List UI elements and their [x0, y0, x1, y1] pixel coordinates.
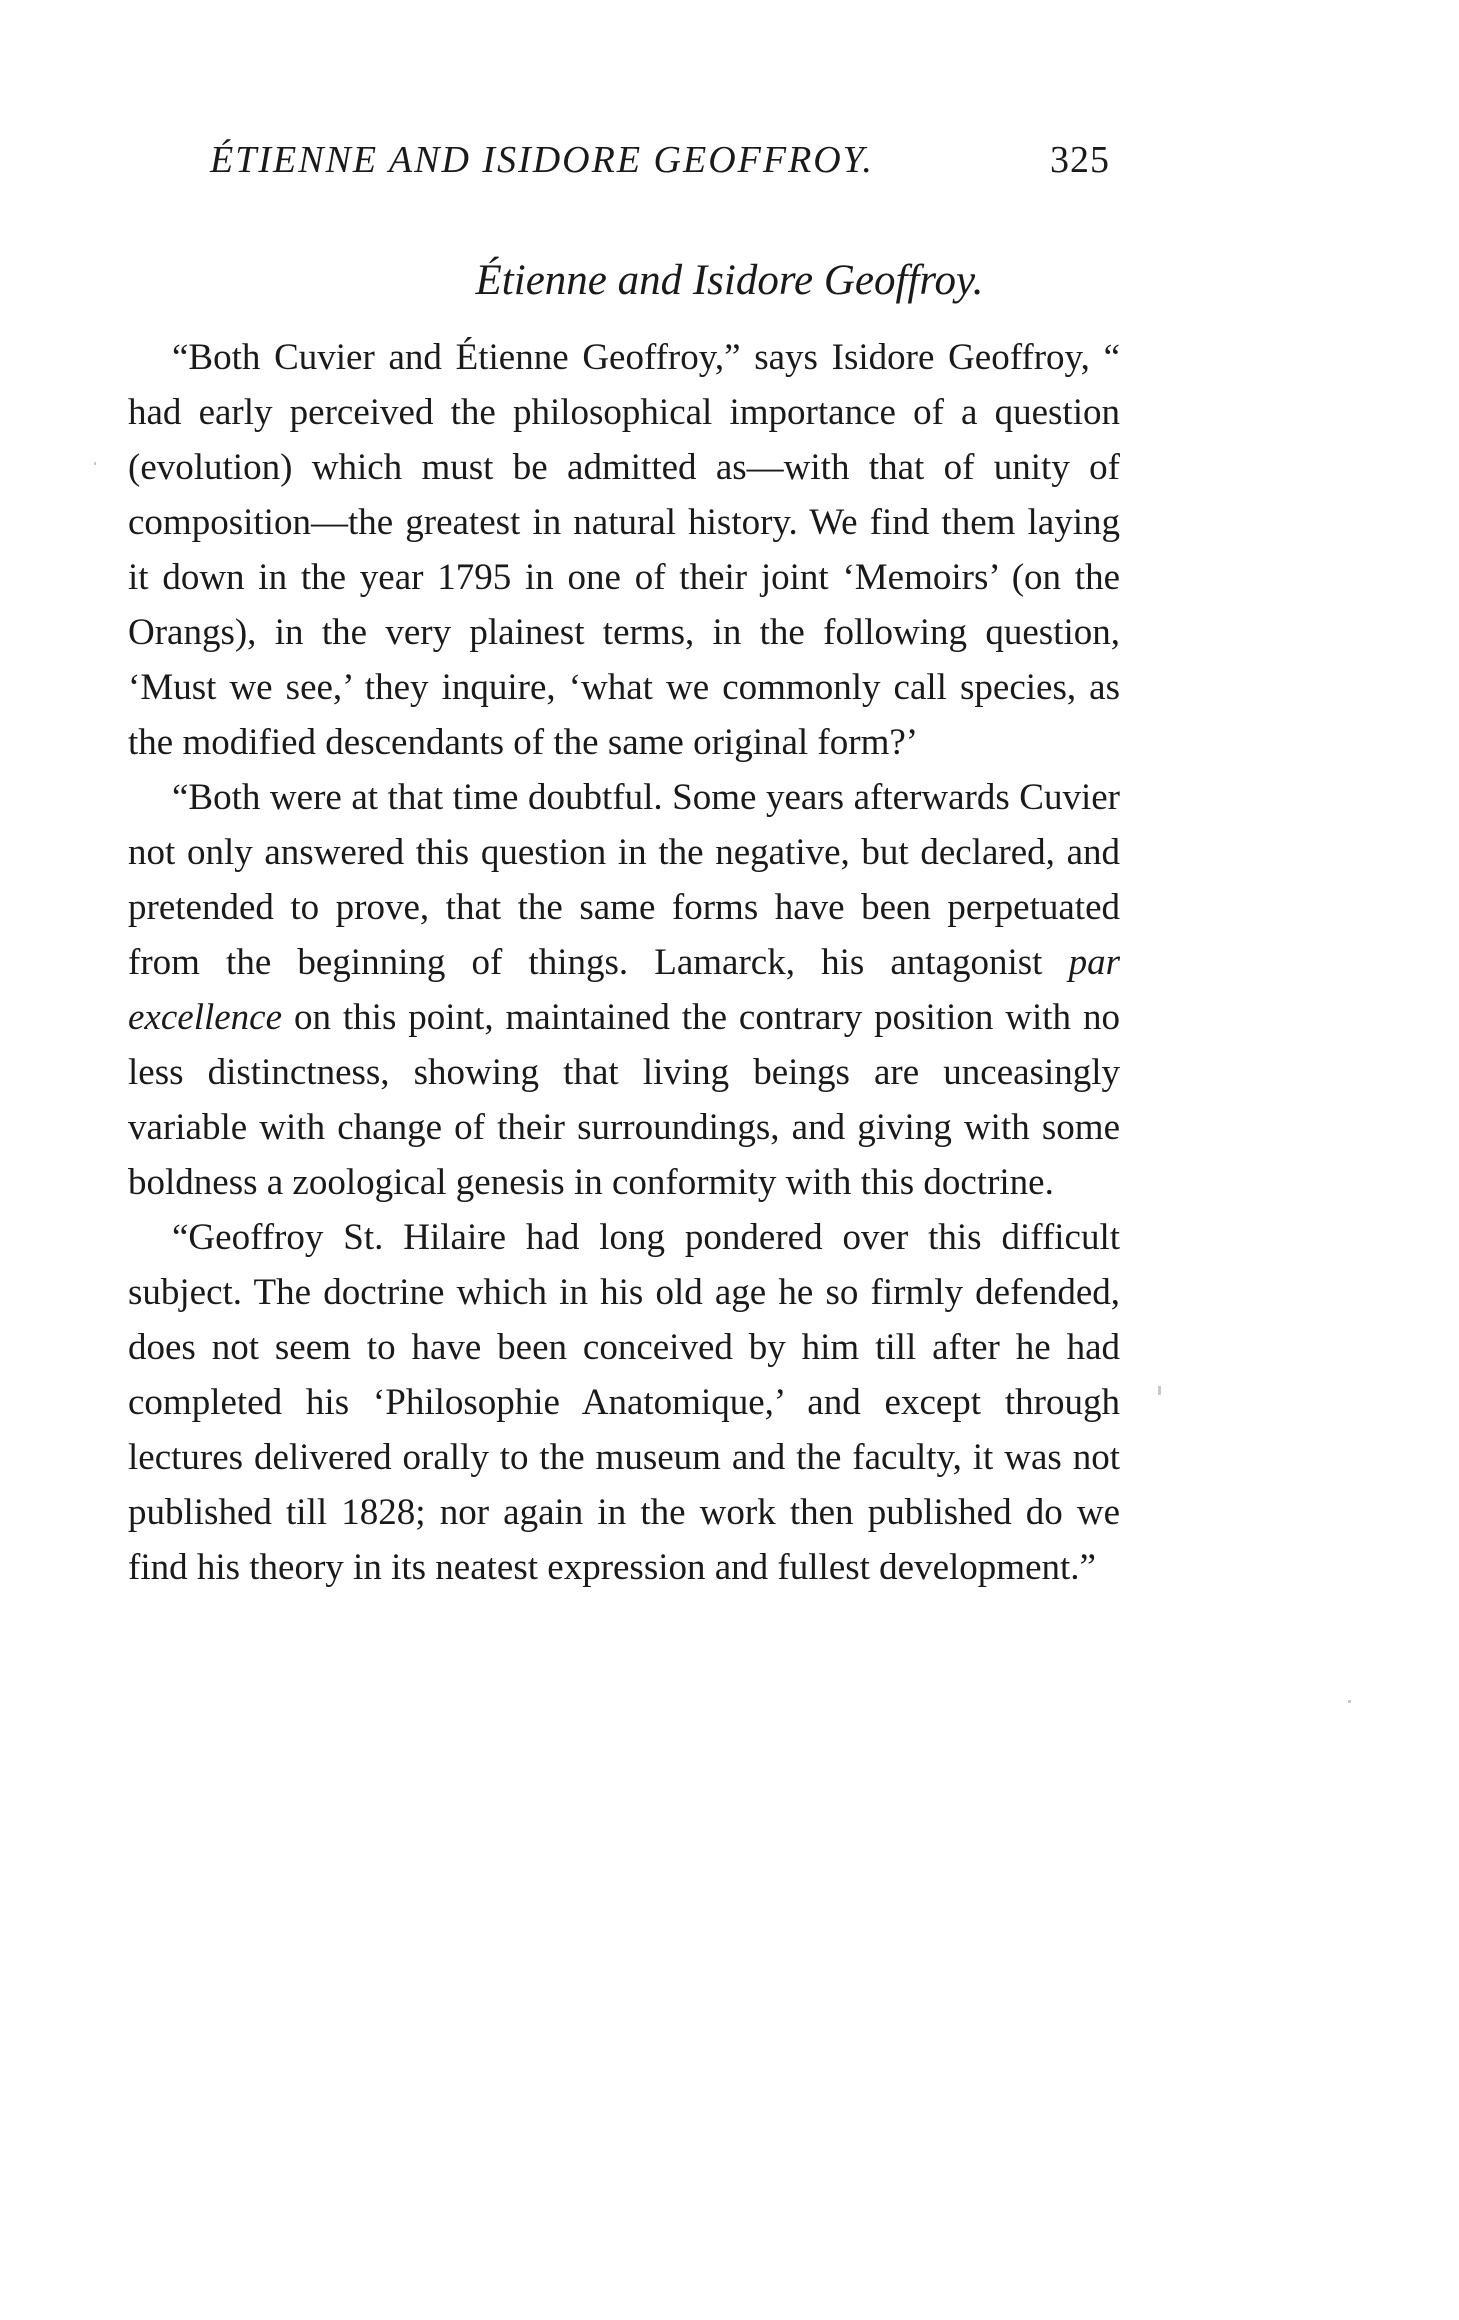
- paragraph-2-tail: on this point, maintained the contrary position with no less distinctness, showing that living beings are unceasingly variable with change of their surroundings, and giving with some boldness a zoological genesis in conformity with this doctrine.: [128, 997, 1120, 1203]
- paragraph-3: “Geoffroy St. Hilaire had long pondered over this difficult subject. The doctrine which in his old age he so firmly defended, does not seem to have been conceived by him till after he had completed his ‘Philosophie Anatomique,’ and except through lectures delivered orally to the museum and the faculty, it was not published till 1828; nor again in the work then published do we find his theory in its neatest expression and fullest development.”: [128, 1217, 1120, 1588]
- section-heading: Étienne and Isidore Geoffroy.: [475, 257, 984, 304]
- paragraph-2-emphasis: par excellence: [128, 942, 1120, 1038]
- paragraph-1: “Both Cuvier and Étienne Geoffroy,” says Isidore Geoffroy, “ had early perceived the philosophical importance of a question (evolution) which must be admitted as—with that of unity of composition—the greatest in natural history. We find them laying it down in the year 1795 in one of their joint ‘Memoirs’ (on the Orangs), in the very plainest terms, in the following question, ‘Must we see,’ they inquire, ‘what we commonly call species, as the modified descendants of the same original form?’: [128, 337, 1120, 763]
- scan-mark: [1348, 1700, 1351, 1703]
- page-number: 325: [1050, 139, 1110, 181]
- body-text: [128, 330, 1120, 1595]
- paragraph-2-lead: “Both were at that time doubtful. Some years afterwards Cuvier not only answered this question in the negative, but declared, and pretended to prove, that the same forms have been perpetuated from the beginning of things. Lamarck, his antagonist: [128, 777, 1120, 983]
- scan-mark: [94, 462, 96, 465]
- running-title: ÉTIENNE AND ISIDORE GEOFFROY.: [210, 139, 874, 181]
- paragraph-2: [128, 770, 1120, 1210]
- scan-mark: [1158, 1386, 1161, 1395]
- running-head: [210, 138, 1110, 198]
